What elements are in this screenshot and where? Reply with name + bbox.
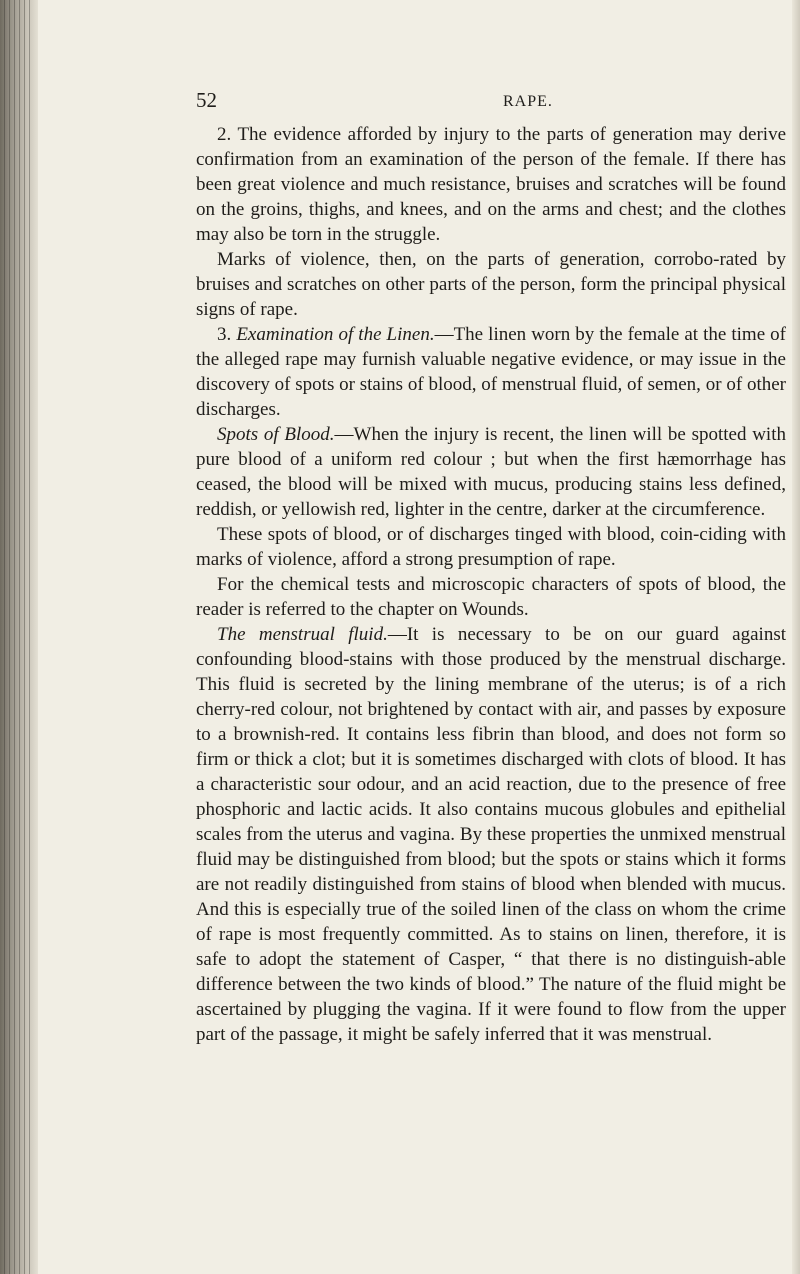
paragraph-text: For the chemical tests and microscopic characters of spots of blood, the reader is referred to the chapter on Wounds. — [196, 574, 786, 620]
paragraph-text: —When the injury is recent, the linen will be spotted with pure blood of a uniform red colour ; but when the first hæmorrhage has ceased, the blood will be mixed with mucus, producing stains less defined, reddish, or yellowish red, lighter in the centre, darker at the circumference. — [196, 424, 786, 520]
paragraph-prefix: 3. — [217, 324, 237, 345]
book-binding — [0, 0, 38, 1274]
section-heading: Examination of the Linen. — [236, 324, 435, 345]
section-heading: The menstrual fluid. — [217, 624, 388, 645]
paragraph — [196, 247, 786, 322]
section-heading: Spots of Blood. — [217, 424, 335, 445]
binding-edge — [4, 0, 34, 1274]
paragraph — [196, 522, 786, 572]
book-page — [196, 88, 786, 1047]
page-header — [196, 88, 786, 122]
paragraph — [196, 422, 786, 522]
running-head: RAPE. — [503, 93, 553, 110]
paragraph-text: —The linen worn by the female at the time of the alleged rape may furnish valuable negative evidence, or may issue in the discovery of spots or stains of blood, of menstrual fluid, of semen, or of other discharges. — [196, 324, 787, 420]
paragraph-text: These spots of blood, or of discharges tinged with blood, coin-ciding with marks of violence, afford a strong presumption of rape. — [196, 524, 786, 570]
paragraph-text: Marks of violence, then, on the parts of generation, corrobo-rated by bruises and scratches on other parts of the person, form the principal physical signs of rape. — [196, 249, 786, 320]
paragraph-text: —It is necessary to be on our guard against confounding blood-stains with those produced by the menstrual discharge. This fluid is secreted by the lining membrane of the uterus; is of a rich cherry-red colour, not brightened by contact with air, and passes by exposure to a brownish-red. It contains less fibrin than blood, and does not form so firm or thick a clot; but it is sometimes discharged with clots of blood. It has a characteristic sour odour, and an acid reaction, due to the presence of free phosphoric and lactic acids. It also contains mucous globules and epithelial scales from the uterus and vagina. By these properties the unmixed menstrual fluid may be distinguished from blood; but the spots or stains which it forms are not readily distinguished from stains of blood when blended with mucus. And this is especially true of the soiled linen of the class on whom the crime of rape is most frequently committed. As to stains on linen, therefore, it is safe to adopt the statement of Casper, “ that there is no distinguish-able difference between the two kinds of blood.” The nature of the fluid might be ascertained by plugging the vagina. If it were found to flow from the upper part of the passage, it might be safely inferred that it was menstrual. — [196, 624, 786, 1045]
paragraph — [196, 572, 786, 622]
body-text — [196, 122, 786, 1047]
page-edge — [792, 0, 800, 1274]
paragraph — [196, 322, 786, 422]
paragraph-text: 2. The evidence afforded by injury to the parts of generation may derive confirmation from an examination of the person of the female. If there has been great violence and much resistance, bruises and scratches will be found on the groins, thighs, and knees, and on the arms and chest; and the clothes may also be torn in the struggle. — [196, 124, 786, 245]
page-number: 52 — [196, 88, 217, 112]
paragraph — [196, 622, 786, 1047]
paragraph — [196, 122, 786, 247]
